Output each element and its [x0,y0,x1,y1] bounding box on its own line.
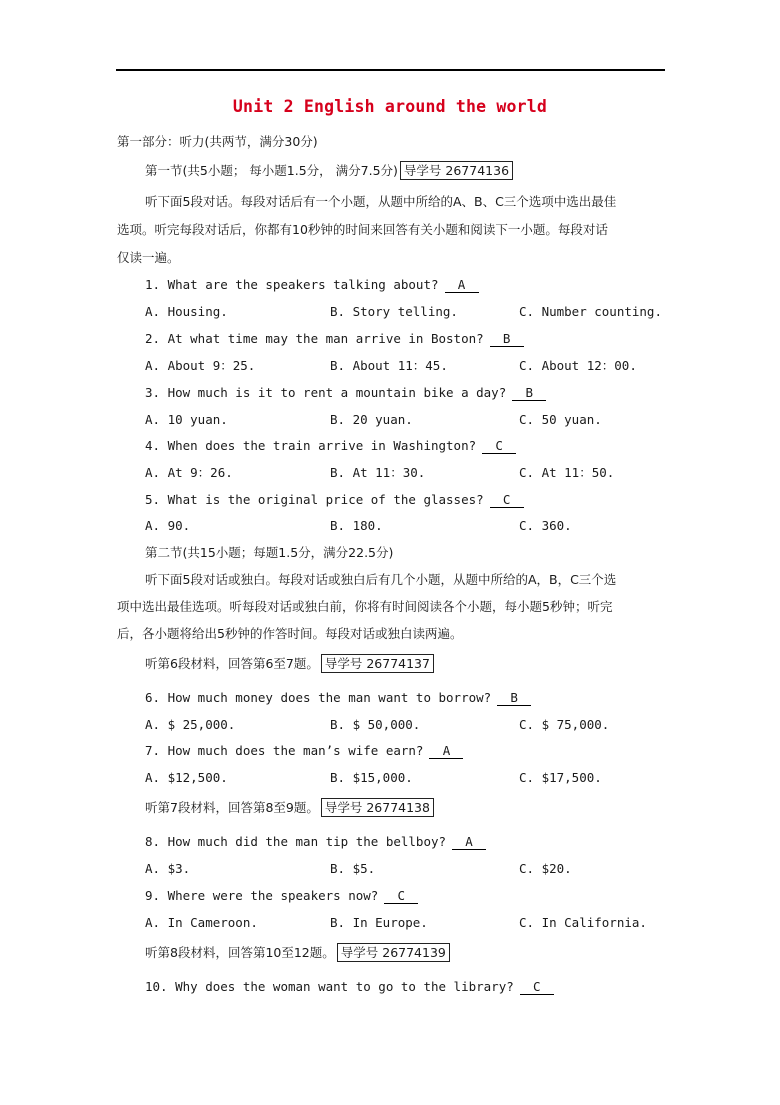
question-3 [145,385,546,401]
option-a: A. At 9：26. [145,465,233,480]
option-c: C. $17,500. [519,770,602,785]
page-title: Unit 2 English around the world [232,97,548,116]
question-text: 4. When does the train arrive in Washington? [145,438,477,453]
answer-blank: A [445,278,479,293]
section1-text: 第一节(共5小题； 每小题1.5分， 满分7.5分) [145,163,398,178]
answer-blank: B [497,691,531,706]
question-text: 3. How much is it to rent a mountain bike a day? [145,385,507,400]
option-b: B. 180. [330,518,383,533]
option-a: A. In Cameroon. [145,915,258,930]
option-b: B. $15,000. [330,770,413,785]
question-5 [145,492,524,508]
material-6-heading [145,656,434,672]
answer-blank: A [452,835,486,850]
material-8-heading [145,945,450,961]
answer-blank: B [490,332,524,347]
option-c: C. At 11：50. [519,465,615,480]
question-2 [145,331,524,347]
question-text: 2. At what time may the man arrive in Boston? [145,331,484,346]
ref-number-box: 导学号 26774137 [321,654,434,673]
material-text: 听第7段材料，回答第8至9题。 [145,800,319,815]
section1-intro-line: 仅读一遍。 [117,250,180,265]
option-b: B. $ 50,000. [330,717,421,732]
ref-number-box: 导学号 26774138 [321,798,434,817]
option-a: A. $3. [145,861,191,876]
material-7-heading [145,800,434,816]
question-4 [145,438,516,454]
option-c: C. 50 yuan. [519,412,602,427]
question-1 [145,277,479,293]
option-a: A. $ 25,000. [145,717,236,732]
option-a: A. About 9：25. [145,358,256,373]
option-b: B. About 11：45. [330,358,448,373]
question-9 [145,888,418,904]
question-text: 10. Why does the woman want to go to the library? [145,979,514,994]
option-c: C. Number counting. [519,304,662,319]
part1-heading: 第一部分：听力(共两节，满分30分) [117,134,318,149]
section1-intro-line: 听下面5段对话。每段对话后有一个小题，从题中所给的A、B、C三个选项中选出最佳 [145,194,617,209]
option-b: B. Story telling. [330,304,458,319]
option-b: B. In Europe. [330,915,428,930]
question-text: 9. Where were the speakers now? [145,888,379,903]
ref-number-box: 导学号 26774139 [337,943,450,962]
option-c: C. In California. [519,915,647,930]
answer-blank: C [520,980,554,995]
section2-intro-line: 后，各小题将给出5秒钟的作答时间。每段对话或独白读两遍。 [117,626,463,641]
option-a: A. 10 yuan. [145,412,228,427]
question-text: 8. How much did the man tip the bellboy? [145,834,447,849]
material-text: 听第8段材料，回答第10至12题。 [145,945,335,960]
material-text: 听第6段材料，回答第6至7题。 [145,656,319,671]
option-b: B. 20 yuan. [330,412,413,427]
answer-blank: A [429,744,463,759]
section2-intro-line: 项中选出最佳选项。听每段对话或独白前，你将有时间阅读各个小题，每小题5秒钟；听完 [117,599,613,614]
question-7 [145,743,463,759]
answer-blank: B [512,386,546,401]
option-c: C. $20. [519,861,572,876]
section2-heading: 第二节(共15小题；每题1.5分，满分22.5分) [145,545,394,560]
section2-intro-line: 听下面5段对话或独白。每段对话或独白后有几个小题，从题中所给的A，B，C三个选 [145,572,617,587]
question-text: 5. What is the original price of the glasses? [145,492,484,507]
option-a: A. 90. [145,518,191,533]
header-rule [116,69,665,71]
option-c: C. $ 75,000. [519,717,610,732]
option-c: C. 360. [519,518,572,533]
answer-blank: C [490,493,524,508]
question-text: 6. How much money does the man want to borrow? [145,690,492,705]
answer-blank: C [482,439,516,454]
answer-blank: C [384,889,418,904]
question-8 [145,834,486,850]
question-text: 7. How much does the man’s wife earn? [145,743,424,758]
option-b: B. At 11：30. [330,465,426,480]
ref-number-box: 导学号 26774136 [400,161,513,180]
option-a: A. $12,500. [145,770,228,785]
option-b: B. $5. [330,861,376,876]
option-c: C. About 12：00. [519,358,637,373]
option-a: A. Housing. [145,304,228,319]
section1-intro-line: 选项。听完每段对话后，你都有10秒钟的时间来回答有关小题和阅读下一小题。每段对话 [117,222,608,237]
question-6 [145,690,531,706]
question-10 [145,979,554,995]
question-text: 1. What are the speakers talking about? [145,277,439,292]
section1-heading [145,163,513,179]
